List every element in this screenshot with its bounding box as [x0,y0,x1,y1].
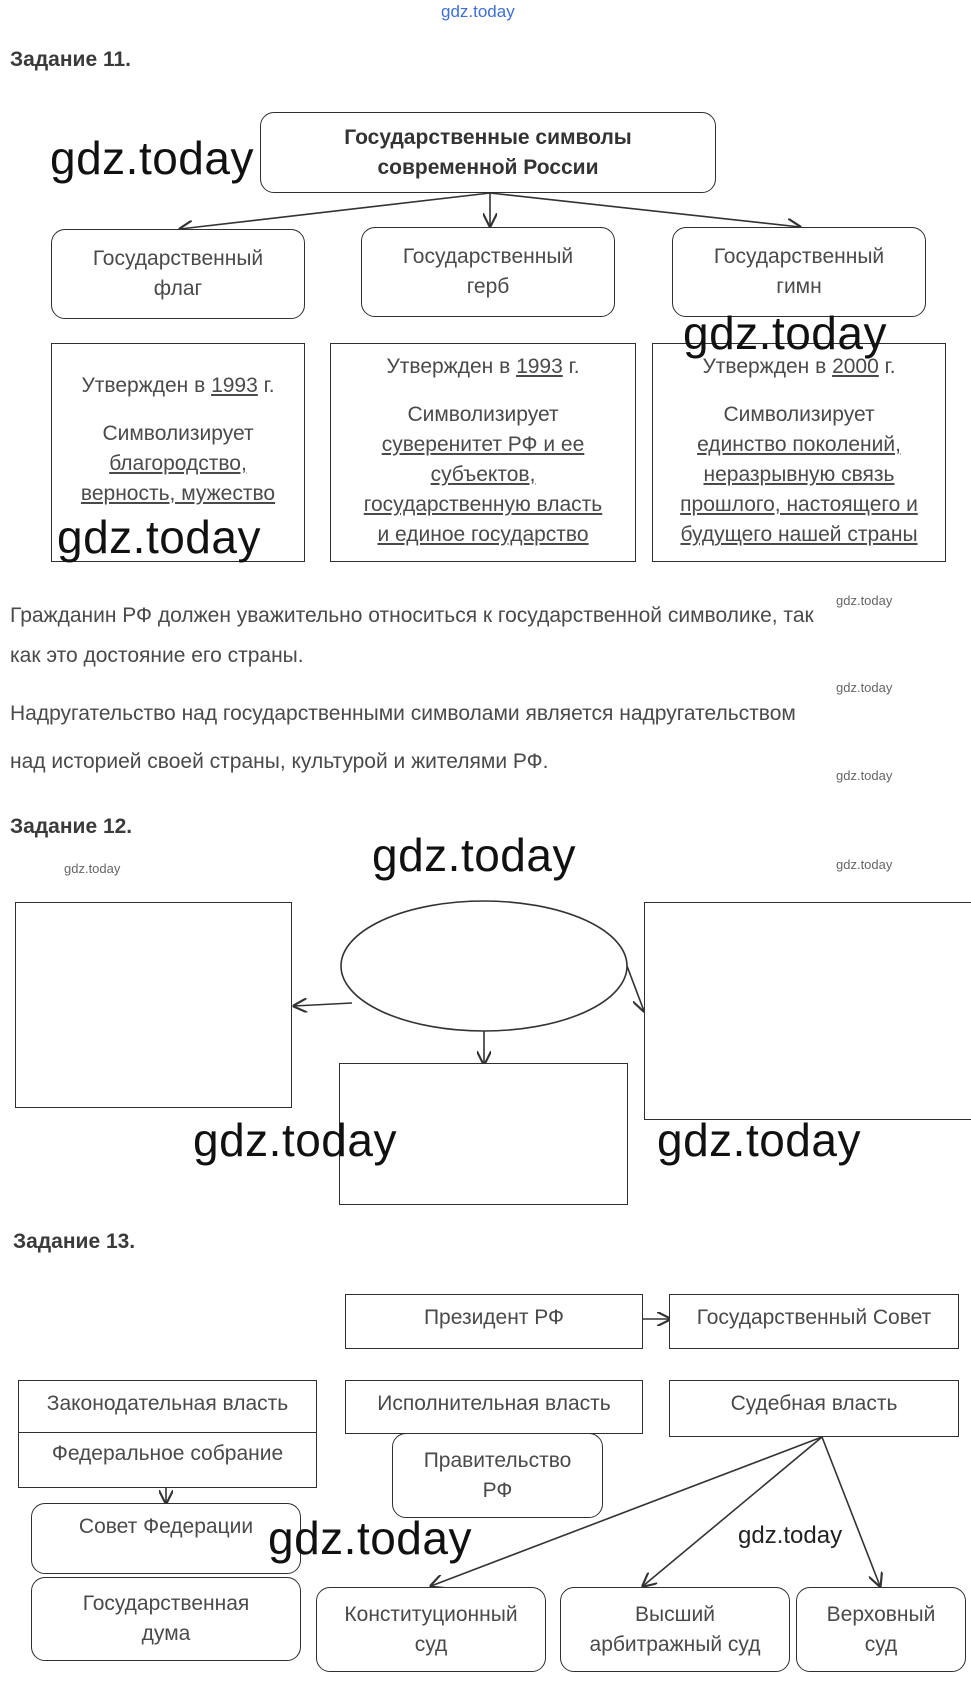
arrow-ellipse-to-right [627,966,644,1011]
state-duma-node [31,1577,301,1661]
paragraph-2-line1: Надругательство над государственными символами является надругательством [10,702,796,725]
watermark-small: gdz.today [836,680,893,695]
president-node [345,1294,643,1349]
federal-assembly-label: Федеральное собрание [51,1442,284,1465]
watermark: gdz.today [50,132,254,184]
emblem-meaning-line: и единое государство [377,523,589,546]
emblem-year: 1993 [516,355,563,378]
government-line2: РФ [482,1478,513,1502]
executive-node [345,1380,643,1434]
paragraph-1-line2: как это достояние его страны. [10,644,304,667]
supreme-court-node [796,1587,966,1672]
symbol-flag-node [51,229,305,319]
watermark: gdz.today [657,1114,861,1166]
federal-assembly-node [18,1432,317,1488]
root-node-state-symbols [260,112,716,193]
emblem-title-line1: Государственный [402,245,574,268]
watermark: gdz.today [683,307,887,359]
root-node-line2: современной России [377,155,599,179]
government-node [392,1433,603,1518]
emblem-approved: Утвержден в 1993 г. [386,355,580,378]
anthem-meaning-line: единство поколений, [697,433,901,456]
state-council-node [669,1294,959,1349]
judicial-label: Судебная власть [730,1392,898,1415]
flag-title-line1: Государственный [92,247,264,270]
emblem-title-line2: герб [466,275,510,298]
watermark-top: gdz.today [441,2,515,21]
emblem-meaning-line: субъектов, [430,463,536,486]
state-duma-line2: дума [141,1622,191,1645]
watermark-small: gdz.today [64,861,121,876]
arrow-judicial-to-supreme [822,1437,880,1586]
constitutional-court-line1: Конституционный [344,1602,518,1626]
watermark: gdz.today [738,1522,843,1549]
supreme-court-line2: суд [864,1632,898,1656]
flag-symbolizes-label: Символизирует [102,422,254,445]
arbitration-court-line1: Высший [635,1602,715,1626]
flag-year: 1993 [211,374,258,397]
watermark-small: gdz.today [836,857,893,872]
watermark-small: gdz.today [836,593,893,608]
executive-label: Исполнительная власть [377,1392,611,1415]
emblem-symbolizes-label: Символизирует [407,403,559,426]
task12-heading: Задание 12. [10,815,133,838]
federation-council-node [31,1503,301,1574]
flag-title-line2: флаг [153,277,203,300]
emblem-meaning-line: суверенитет РФ и ее [381,433,585,456]
legislative-label: Законодательная власть [46,1392,289,1415]
arrow-root-to-flag [180,193,490,229]
paragraph-1-line1: Гражданин РФ должен уважительно относиться к государственной символике, так [10,604,814,627]
watermark: gdz.today [193,1114,397,1166]
anthem-title-line1: Государственный [713,245,885,268]
anthem-approved: Утвержден в 2000 г. [702,355,896,378]
watermark: gdz.today [268,1512,472,1564]
arrow-judicial-to-arbitration [643,1437,822,1586]
anthem-year: 2000 [832,355,879,378]
task11-heading: Задание 11. [10,48,131,71]
paragraph-2-line2: над историей своей страны, культурой и жителями РФ. [10,750,549,773]
state-duma-line1: Государственная [82,1592,250,1615]
emblem-info-box [330,343,636,562]
government-line1: Правительство [423,1448,572,1472]
watermark-small: gdz.today [836,768,893,783]
president-label: Президент РФ [423,1306,565,1329]
constitutional-court-node [316,1587,546,1672]
flag-meaning-line: благородство, [109,452,247,475]
flag-meaning-line: верность, мужество [80,482,276,505]
symbol-anthem-node [672,227,926,317]
anthem-meaning-line: неразрывную связь [703,463,895,486]
symbol-emblem-node [361,227,615,317]
anthem-meaning-line: прошлого, настоящего и [680,493,918,516]
anthem-symbolizes-label: Символизирует [723,403,875,426]
federation-council-label: Совет Федерации [78,1515,254,1538]
task12-left-empty-box [15,902,292,1108]
watermark: gdz.today [372,829,576,881]
state-council-label: Государственный Совет [696,1306,932,1329]
anthem-meaning-line: будущего нашей страны [680,523,918,546]
arbitration-court-node [560,1587,790,1672]
anthem-title-line2: гимн [776,275,822,298]
task12-center-ellipse [341,901,627,1031]
legislative-node [18,1380,317,1433]
arrow-root-to-anthem [490,193,800,227]
supreme-court-line1: Верховный [826,1602,936,1626]
emblem-meaning-line: государственную власть [363,493,603,516]
arrow-ellipse-to-left [294,1003,352,1006]
root-node-line1: Государственные символы [344,125,632,149]
constitutional-court-line2: суд [414,1632,448,1656]
judicial-node [669,1380,959,1437]
task13-heading: Задание 13. [13,1230,136,1253]
arbitration-court-line2: арбитражный суд [589,1632,761,1656]
anthem-info-box [652,343,946,562]
watermark: gdz.today [57,511,261,563]
task12-right-empty-box [644,902,971,1120]
flag-approved: Утвержден в 1993 г. [81,374,275,397]
